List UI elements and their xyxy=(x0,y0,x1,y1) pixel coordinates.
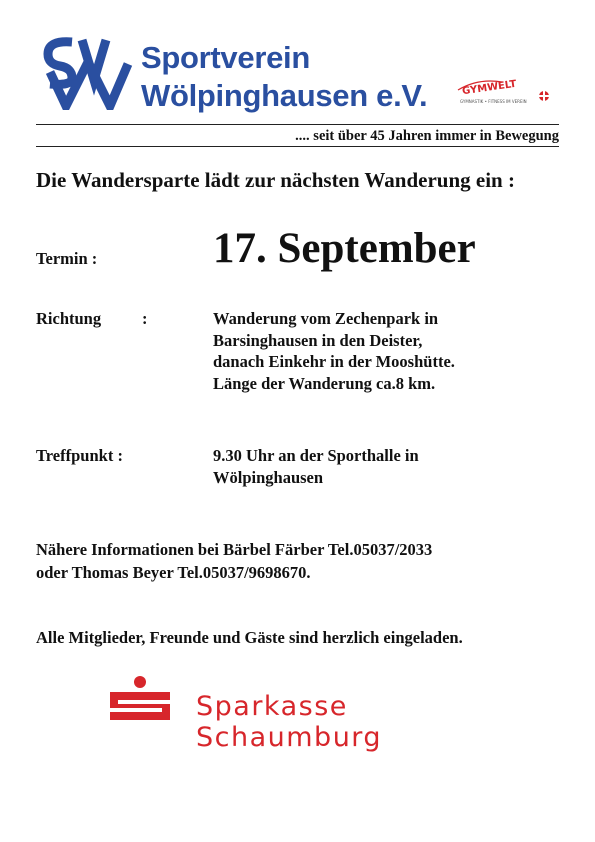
richtung-line: Wanderung vom Zechenpark in xyxy=(213,309,439,328)
treffpunkt-line: 9.30 Uhr an der Sporthalle in xyxy=(213,446,419,465)
svw-logo xyxy=(42,34,134,110)
club-name-line1: Sportverein xyxy=(141,40,310,75)
header-rule-top xyxy=(36,124,559,125)
treffpunkt-label: Treffpunkt : xyxy=(36,446,123,465)
header-rule-bottom xyxy=(36,146,559,147)
intro-heading: Die Wandersparte lädt zur nächsten Wanderung ein : xyxy=(36,168,515,192)
richtung-description xyxy=(213,308,553,394)
gymwelt-subtitle: GYMNASTIK • FITNESS IM VEREIN xyxy=(460,99,527,104)
gymwelt-wordmark: GYMWELT xyxy=(461,78,518,98)
termin-label: Termin : xyxy=(36,249,98,268)
contact-line: Nähere Informationen bei Bärbel Färber Tel.05037/2033 xyxy=(36,540,433,559)
club-name-line2: Wölpinghausen e.V. xyxy=(141,78,428,113)
tagline: .... seit über 45 Jahren immer in Bewegung xyxy=(295,128,559,144)
sponsor-name-line2: Schaumburg xyxy=(196,722,383,753)
richtung-colon: : xyxy=(142,309,148,328)
sponsor-name-line1: Sparkasse xyxy=(196,691,348,722)
treffpunkt-line: Wölpinghausen xyxy=(213,467,324,487)
contact-line: oder Thomas Beyer Tel.05037/9698670. xyxy=(36,563,311,582)
invitation-text: Alle Mitglieder, Freunde und Gäste sind herzlich eingeladen. xyxy=(36,628,463,647)
richtung-line: Barsinghausen in den Deister, xyxy=(213,330,423,350)
sparkasse-icon xyxy=(108,676,172,720)
richtung-label: Richtung xyxy=(36,309,102,328)
contact-info xyxy=(36,538,566,584)
richtung-line: Länge der Wanderung ca.8 km. xyxy=(213,373,436,393)
gymwelt-logo xyxy=(456,76,556,106)
termin-date: 17. September xyxy=(213,225,476,272)
treffpunkt-description xyxy=(213,445,553,488)
richtung-line: danach Einkehr in der Mooshütte. xyxy=(213,352,455,371)
